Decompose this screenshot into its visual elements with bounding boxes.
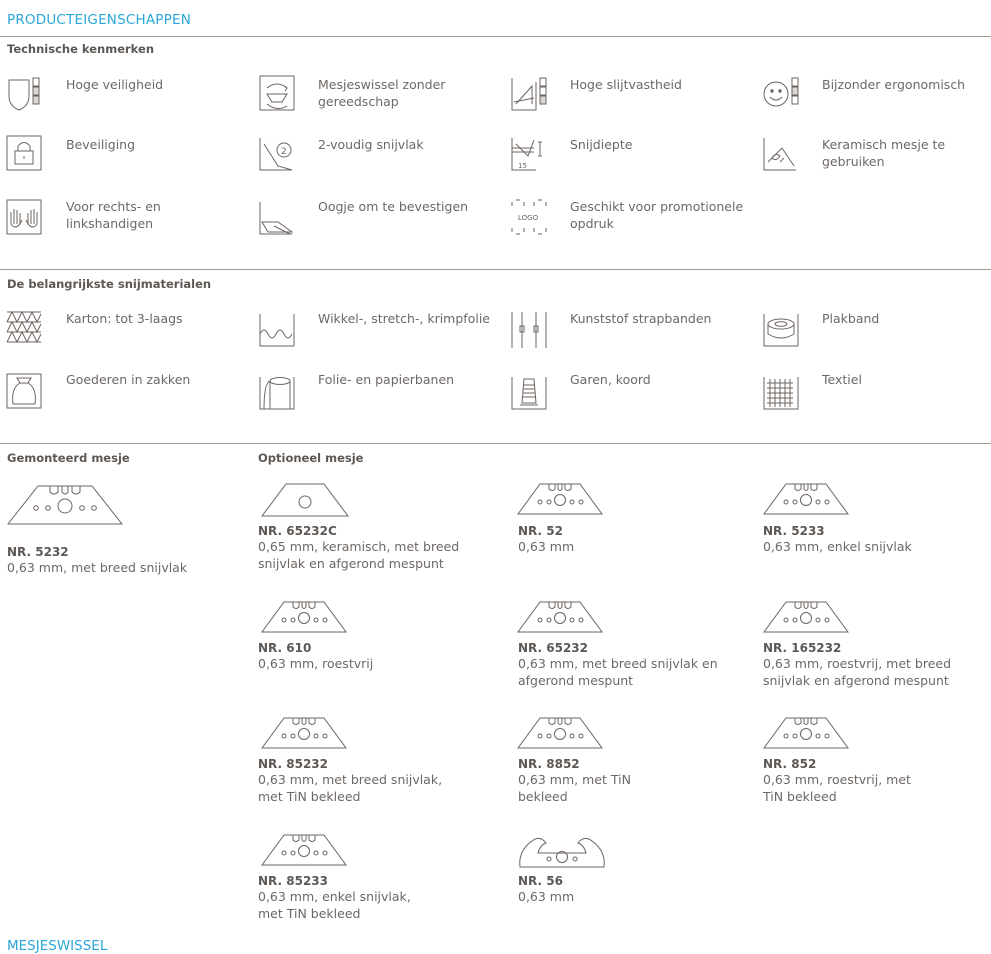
ceramic-blade-icon xyxy=(762,134,800,172)
blade-caption xyxy=(258,757,498,805)
blade-image xyxy=(260,716,348,752)
blade-caption xyxy=(258,641,498,672)
material-label: Folie- en papierbanen xyxy=(318,372,455,387)
blade-caption xyxy=(518,641,758,689)
sack-icon xyxy=(5,372,43,410)
feature-label: Hoge veiligheid xyxy=(66,77,164,92)
blade-number: NR. 852 xyxy=(763,757,817,771)
blade-description: 0,63 mm, met breed snijvlak xyxy=(7,560,188,575)
blade-caption xyxy=(258,874,498,922)
blade-image xyxy=(516,600,604,636)
shield-icon xyxy=(5,74,43,112)
blade-number: NR. 85233 xyxy=(258,874,328,888)
blade-image xyxy=(762,600,850,636)
materials-heading: De belangrijkste snijmaterialen xyxy=(7,277,212,291)
feature-label: Oogje om te bevestigen xyxy=(318,199,469,214)
blade-description: 0,63 mm, enkel snijvlak xyxy=(763,539,912,554)
blade-number: NR. 5232 xyxy=(7,545,69,559)
mounted-blade-heading: Gemonteerd mesje xyxy=(7,451,130,465)
hands-icon xyxy=(5,198,43,236)
yarn-icon xyxy=(510,373,548,411)
divider xyxy=(0,36,991,37)
blade-image xyxy=(260,833,348,869)
cut-depth-icon xyxy=(510,134,548,172)
wear-resistance-icon xyxy=(510,74,548,112)
eyelet-icon xyxy=(258,198,296,236)
lock-icon xyxy=(5,134,43,172)
blade-swap-icon xyxy=(258,74,296,112)
material-label: Goederen in zakken xyxy=(66,372,191,387)
blade-description: 0,63 mm, met breed snijvlak, met TiN bekleed xyxy=(258,772,443,804)
blade-image xyxy=(762,482,850,518)
feature-label: Mesjeswissel zonder gereedschap xyxy=(318,77,446,109)
material-label: Plakband xyxy=(822,311,880,326)
double-edge-icon xyxy=(258,134,296,172)
blade-number: NR. 85232 xyxy=(258,757,328,771)
smiley-icon xyxy=(762,74,800,112)
feature-label: Beveiliging xyxy=(66,137,136,152)
blade-number: NR. 65232 xyxy=(518,641,588,655)
textile-icon xyxy=(762,373,800,411)
blade-description: 0,63 mm, met breed snijvlak en afgerond mespunt xyxy=(518,656,718,688)
blade-image xyxy=(516,716,604,752)
blade-caption xyxy=(258,524,498,572)
foil-wave-icon xyxy=(258,310,296,348)
features-heading: Technische kenmerken xyxy=(7,42,155,56)
blade-caption xyxy=(518,757,758,805)
next-section-title: MESJESWISSEL xyxy=(7,938,108,954)
blade-caption xyxy=(518,524,758,555)
blade-number: NR. 65232C xyxy=(258,524,337,538)
blade-image xyxy=(260,600,348,636)
blade-description: 0,63 mm, roestvrij, met breed snijvlak en afgerond mespunt xyxy=(763,656,952,688)
blade-number: NR. 5233 xyxy=(763,524,825,538)
feature-label: Bijzonder ergonomisch xyxy=(822,77,966,92)
tape-roll-icon xyxy=(762,310,800,348)
feature-label: Snijdiepte xyxy=(570,137,633,152)
blade-number: NR. 610 xyxy=(258,641,312,655)
blade-description: 0,65 mm, keramisch, met breed snijvlak en afgerond mespunt xyxy=(258,539,460,571)
logo-text: LOGO xyxy=(518,214,539,222)
blade-description: 0,63 mm, enkel snijvlak, met TiN bekleed xyxy=(258,889,411,921)
blade-image xyxy=(260,482,350,520)
svg-text:2: 2 xyxy=(281,147,287,157)
logo-print-icon xyxy=(510,198,548,236)
blade-caption xyxy=(7,545,247,576)
hook-blade-image xyxy=(516,833,608,871)
blade-image xyxy=(762,716,850,752)
blade-caption xyxy=(763,641,991,689)
blade-number: NR. 52 xyxy=(518,524,563,538)
material-label: Garen, koord xyxy=(570,372,651,387)
blade-description: 0,63 mm, roestvrij, met TiN bekleed xyxy=(763,772,911,804)
feature-label: 2-voudig snijvlak xyxy=(318,137,424,152)
material-label: Kunststof strapbanden xyxy=(570,311,712,326)
blade-image xyxy=(516,482,604,518)
cardboard-icon xyxy=(5,308,43,346)
page-title: PRODUCTEIGENSCHAPPEN xyxy=(7,12,191,28)
feature-label: Voor rechts- en linkshandigen xyxy=(66,199,161,231)
blade-description: 0,63 mm, met TiN bekleed xyxy=(518,772,631,804)
feature-label: Hoge slijtvastheid xyxy=(570,77,682,92)
paper-roll-icon xyxy=(258,373,296,411)
strapping-icon xyxy=(510,310,548,348)
blade-number: NR. 8852 xyxy=(518,757,580,771)
feature-label: Geschikt voor promotionele opdruk xyxy=(570,199,744,231)
blade-caption xyxy=(763,524,991,555)
blade-description: 0,63 mm xyxy=(518,539,575,554)
material-label: Wikkel-, stretch-, krimpfolie xyxy=(318,311,490,326)
material-label: Textiel xyxy=(822,372,862,387)
blade-caption xyxy=(518,874,758,905)
feature-label: Keramisch mesje te gebruiken xyxy=(822,137,946,169)
blade-number: NR. 56 xyxy=(518,874,563,888)
blade-caption xyxy=(763,757,991,805)
blade-description: 0,63 mm, roestvrij xyxy=(258,656,374,671)
blade-image xyxy=(6,484,124,528)
divider xyxy=(0,443,991,444)
blade-number: NR. 165232 xyxy=(763,641,842,655)
divider xyxy=(0,269,991,270)
blade-description: 0,63 mm xyxy=(518,889,575,904)
optional-blade-heading: Optioneel mesje xyxy=(258,451,364,465)
depth-value: 15 xyxy=(518,162,527,170)
material-label: Karton: tot 3-laags xyxy=(66,311,183,326)
